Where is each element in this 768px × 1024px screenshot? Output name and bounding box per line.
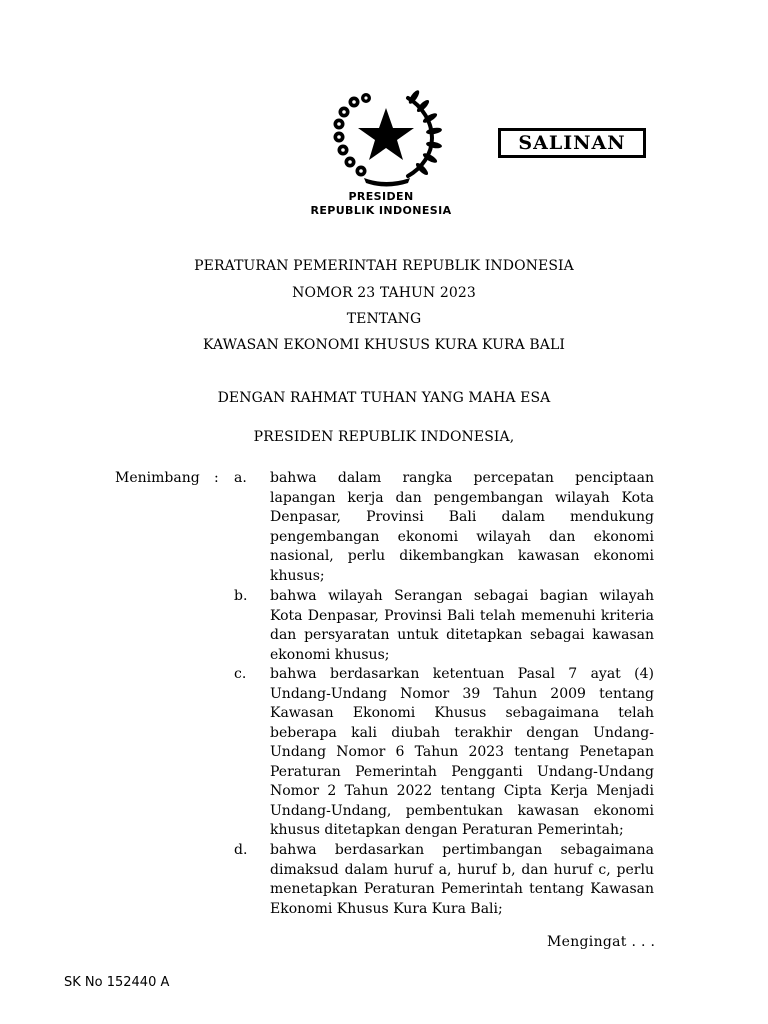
consideration-d: bahwa berdasarkan pertimbangan sebagaimana dimaksud dalam huruf a, huruf b, dan huruf c, perlu menetapkan Peraturan Pemerintah tentang Kawasan Ekonomi Khusus Kura Kura Bali; xyxy=(270,842,654,917)
continuation-mengingat: Mengingat . . . xyxy=(547,934,656,950)
item-marker-a: a. xyxy=(234,470,247,486)
regulation-about: TENTANG xyxy=(346,311,422,327)
salinan-stamp: SALINAN xyxy=(498,128,646,158)
menimbang-colon: : xyxy=(214,470,219,486)
regulation-title: PERATURAN PEMERINTAH REPUBLIK INDONESIA xyxy=(194,258,574,274)
office-title-line2: REPUBLIK INDONESIA xyxy=(310,204,452,217)
item-marker-c: c. xyxy=(234,666,247,682)
item-marker-b: b. xyxy=(234,588,248,604)
menimbang-label: Menimbang xyxy=(115,470,200,486)
consideration-a: bahwa dalam rangka percepatan penciptaan lapangan kerja dan pengembangan wilayah Kota Denpasar, Provinsi Bali dalam mendukung pengembangan ekonomi wilayah dan ekonomi nasional, perlu dikembangkan kawasan ekonomi khusus; xyxy=(270,470,654,584)
garuda-star-emblem-icon xyxy=(330,88,442,190)
item-marker-d: d. xyxy=(234,842,248,858)
regulation-subject: KAWASAN EKONOMI KHUSUS KURA KURA BALI xyxy=(202,337,565,353)
office-title-line1: PRESIDEN xyxy=(348,190,414,203)
consideration-c: bahwa berdasarkan ketentuan Pasal 7 ayat (4) Undang-Undang Nomor 39 Tahun 2009 tentang Kawasan Ekonomi Khusus sebagaimana telah beberapa kali diubah terakhir dengan Undang-Undang Nomor 6 Tahun 2023 tentang Penetapan Peraturan Pemerintah Pengganti Undang-Undang Nomor 2 Tahun 2022 tentang Cipta Kerja Menjadi Undang-Undang, pembentukan kawasan ekonomi khusus ditetapkan dengan Peraturan Pemerintah; xyxy=(270,666,654,838)
preamble-president: PRESIDEN REPUBLIK INDONESIA, xyxy=(253,429,515,445)
consideration-b: bahwa wilayah Serangan sebagai bagian wilayah Kota Denpasar, Provinsi Bali telah memenuhi kriteria dan persyaratan untuk ditetapkan sebagai kawasan ekonomi khusus; xyxy=(270,588,654,663)
preamble-grace: DENGAN RAHMAT TUHAN YANG MAHA ESA xyxy=(217,390,551,406)
serial-number: SK No 152440 A xyxy=(64,975,170,990)
regulation-number: NOMOR 23 TAHUN 2023 xyxy=(292,285,476,301)
